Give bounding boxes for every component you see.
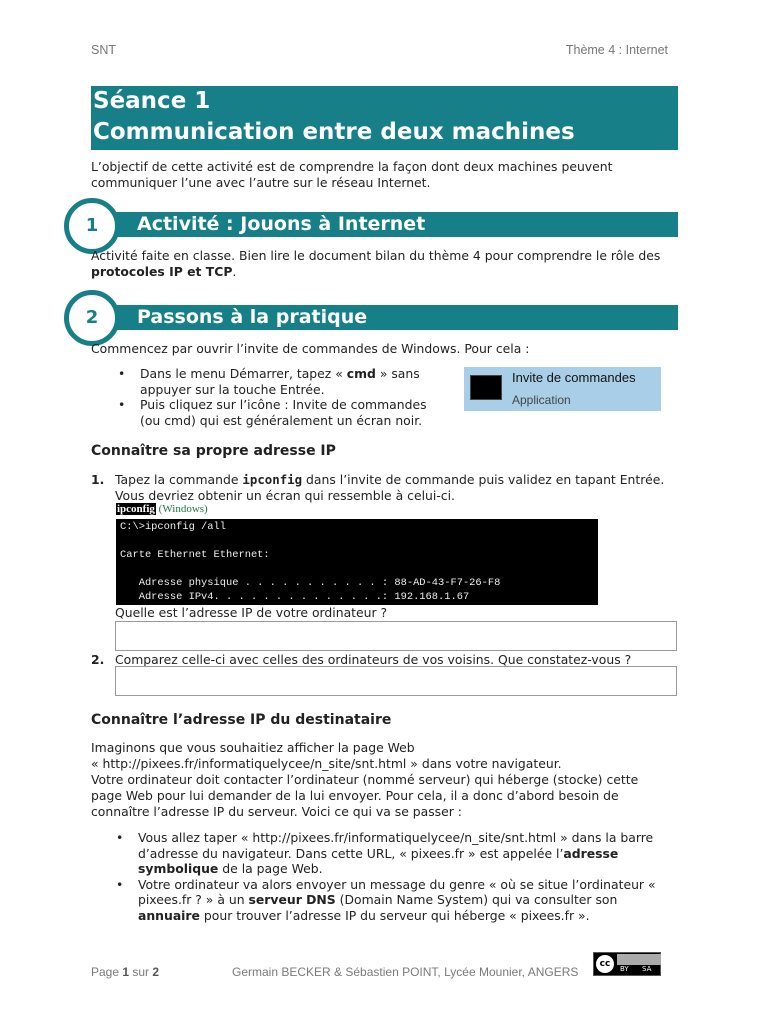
section2-number: 2 [64,290,120,346]
header-right: Thème 4 : Internet [565,43,668,57]
section2-title: Passons à la pratique [91,305,678,330]
intro-text: L’objectif de cette activité est de comprendre la façon dont deux machines peuvent communiquer l’une avec l’autre sur le réseau Internet. [91,159,613,190]
terminal-line: Adresse IPv4. . . . . . . . . . . . . .: 192.168.1.67 [120,591,470,603]
item1-code: ipconfig [242,472,303,487]
page-sep: sur [129,965,153,979]
section1-text-bold: protocoles IP et TCP [91,264,233,279]
title-line2: Communication entre deux machines [93,119,575,145]
dest-b1-bold: adresse symbolique [138,845,619,876]
card-title: Invite de commandes [512,370,636,385]
terminal-icon [470,375,502,400]
section1-text-b: . [232,264,237,279]
item1-text [115,472,675,504]
bullet1-bold: cmd [346,366,376,381]
answer-box-1[interactable] [115,621,677,651]
terminal-caption [116,503,208,515]
page-number: 1 [122,965,130,979]
item2-text: Comparez celle-ci avec celles des ordinateurs de vos voisins. Que constatez-vous ? [115,652,632,667]
list-item [118,366,448,397]
dest-b2-bold2: annuaire [138,907,200,923]
page-label: Page [91,965,123,979]
cc-mark: cc [596,955,614,973]
bullet1-a: Dans le menu Démarrer, tapez « [140,366,347,381]
header-left: SNT [91,43,116,57]
dest-b2-c: pour trouver l’adresse IP du serveur qui héberge « pixees.fr ». [199,907,590,923]
title-line1: Séance 1 [93,88,211,114]
terminal-line: C:\>ipconfig /all [120,521,227,533]
section1-text-a: Activité faite en classe. Bien lire le document bilan du thème 4 pour comprendre le rôle des [91,248,661,263]
by-mark: BY [620,965,629,973]
card-subtitle: Application [512,393,571,407]
page-title [91,86,678,150]
terminal-line: Carte Ethernet Ethernet: [120,549,270,561]
caption-label: ipconfig [117,503,155,515]
dest-p2: Votre ordinateur doit contacter l’ordinateur (nommé serveur) qui héberge (stocke) cette page Web pour lui demander de la lui envoyer. Pour cela, il a donc d’abord besoin de connaître l’adresse IP du serveur. Voici ce qui va se passer : [91,772,639,819]
dest-b2-b: (Domain Name System) qui va consulter son [335,892,618,907]
page-total: 2 [152,965,160,979]
bullet1-b: » sans appuyer sur la touche Entrée. [140,366,420,397]
section1-number: 1 [64,198,120,254]
dest-b2-bold1: serveur DNS [248,892,336,907]
terminal-output [116,519,598,605]
dest-p1-line2: « http://pixees.fr/informatiquelycee/n_site/snt.html » dans votre navigateur. [91,756,562,771]
footer-authors: Germain BECKER & Sébastien POINT, Lycée Mounier, ANGERS [232,965,579,979]
page-counter [91,965,159,979]
item1-b: dans l’invite de commande puis validez en tapant Entrée. Vous devriez obtenir un écran qui ressemble à celui-ci. [115,472,665,503]
terminal-line: Adresse physique . . . . . . . . . . . : 88-AD-43-F7-26-F8 [120,577,501,589]
command-prompt-card[interactable] [464,367,661,411]
item1-number: 1. [91,472,105,487]
dest-p1-line1: Imaginons que vous souhaitiez afficher la page Web [91,740,415,755]
dest-b1-b: de la page Web. [218,861,323,876]
dest-b1-a: Vous allez taper « http://pixees.fr/informatiquelycee/n_site/snt.html » dans la barre d’adresse du navigateur. Dans cette URL, « pixees.fr » est appelée l’ [138,830,654,861]
section1-title: Activité : Jouons à Internet [91,212,678,237]
section1-text [91,248,676,280]
list-item [116,830,676,877]
item2-number: 2. [91,652,105,667]
section2-intro: Commencez par ouvrir l’invite de commandes de Windows. Pour cela : [91,341,530,356]
dest-b2-a: Votre ordinateur va alors envoyer un message du genre « où se situe l’ordinateur « pixees.fr ? » à un [138,876,656,907]
caption-os: (Windows) [158,503,208,515]
list-item [118,397,448,428]
sa-mark: SA [642,965,652,973]
list-item [116,877,676,924]
ip-heading: Connaître sa propre adresse IP [91,443,336,459]
dest-list [116,830,676,923]
cc-license-icon [593,952,661,976]
question1: Quelle est l’adresse IP de votre ordinateur ? [115,605,388,620]
answer-box-2[interactable] [115,666,677,696]
item1-a: Tapez la commande [115,472,243,487]
dest-heading: Connaître l’adresse IP du destinataire [91,712,392,728]
section2-list [118,366,448,428]
bullet2: Puis cliquez sur l’icône : Invite de commandes (ou cmd) qui est généralement un écran noir. [140,397,427,428]
